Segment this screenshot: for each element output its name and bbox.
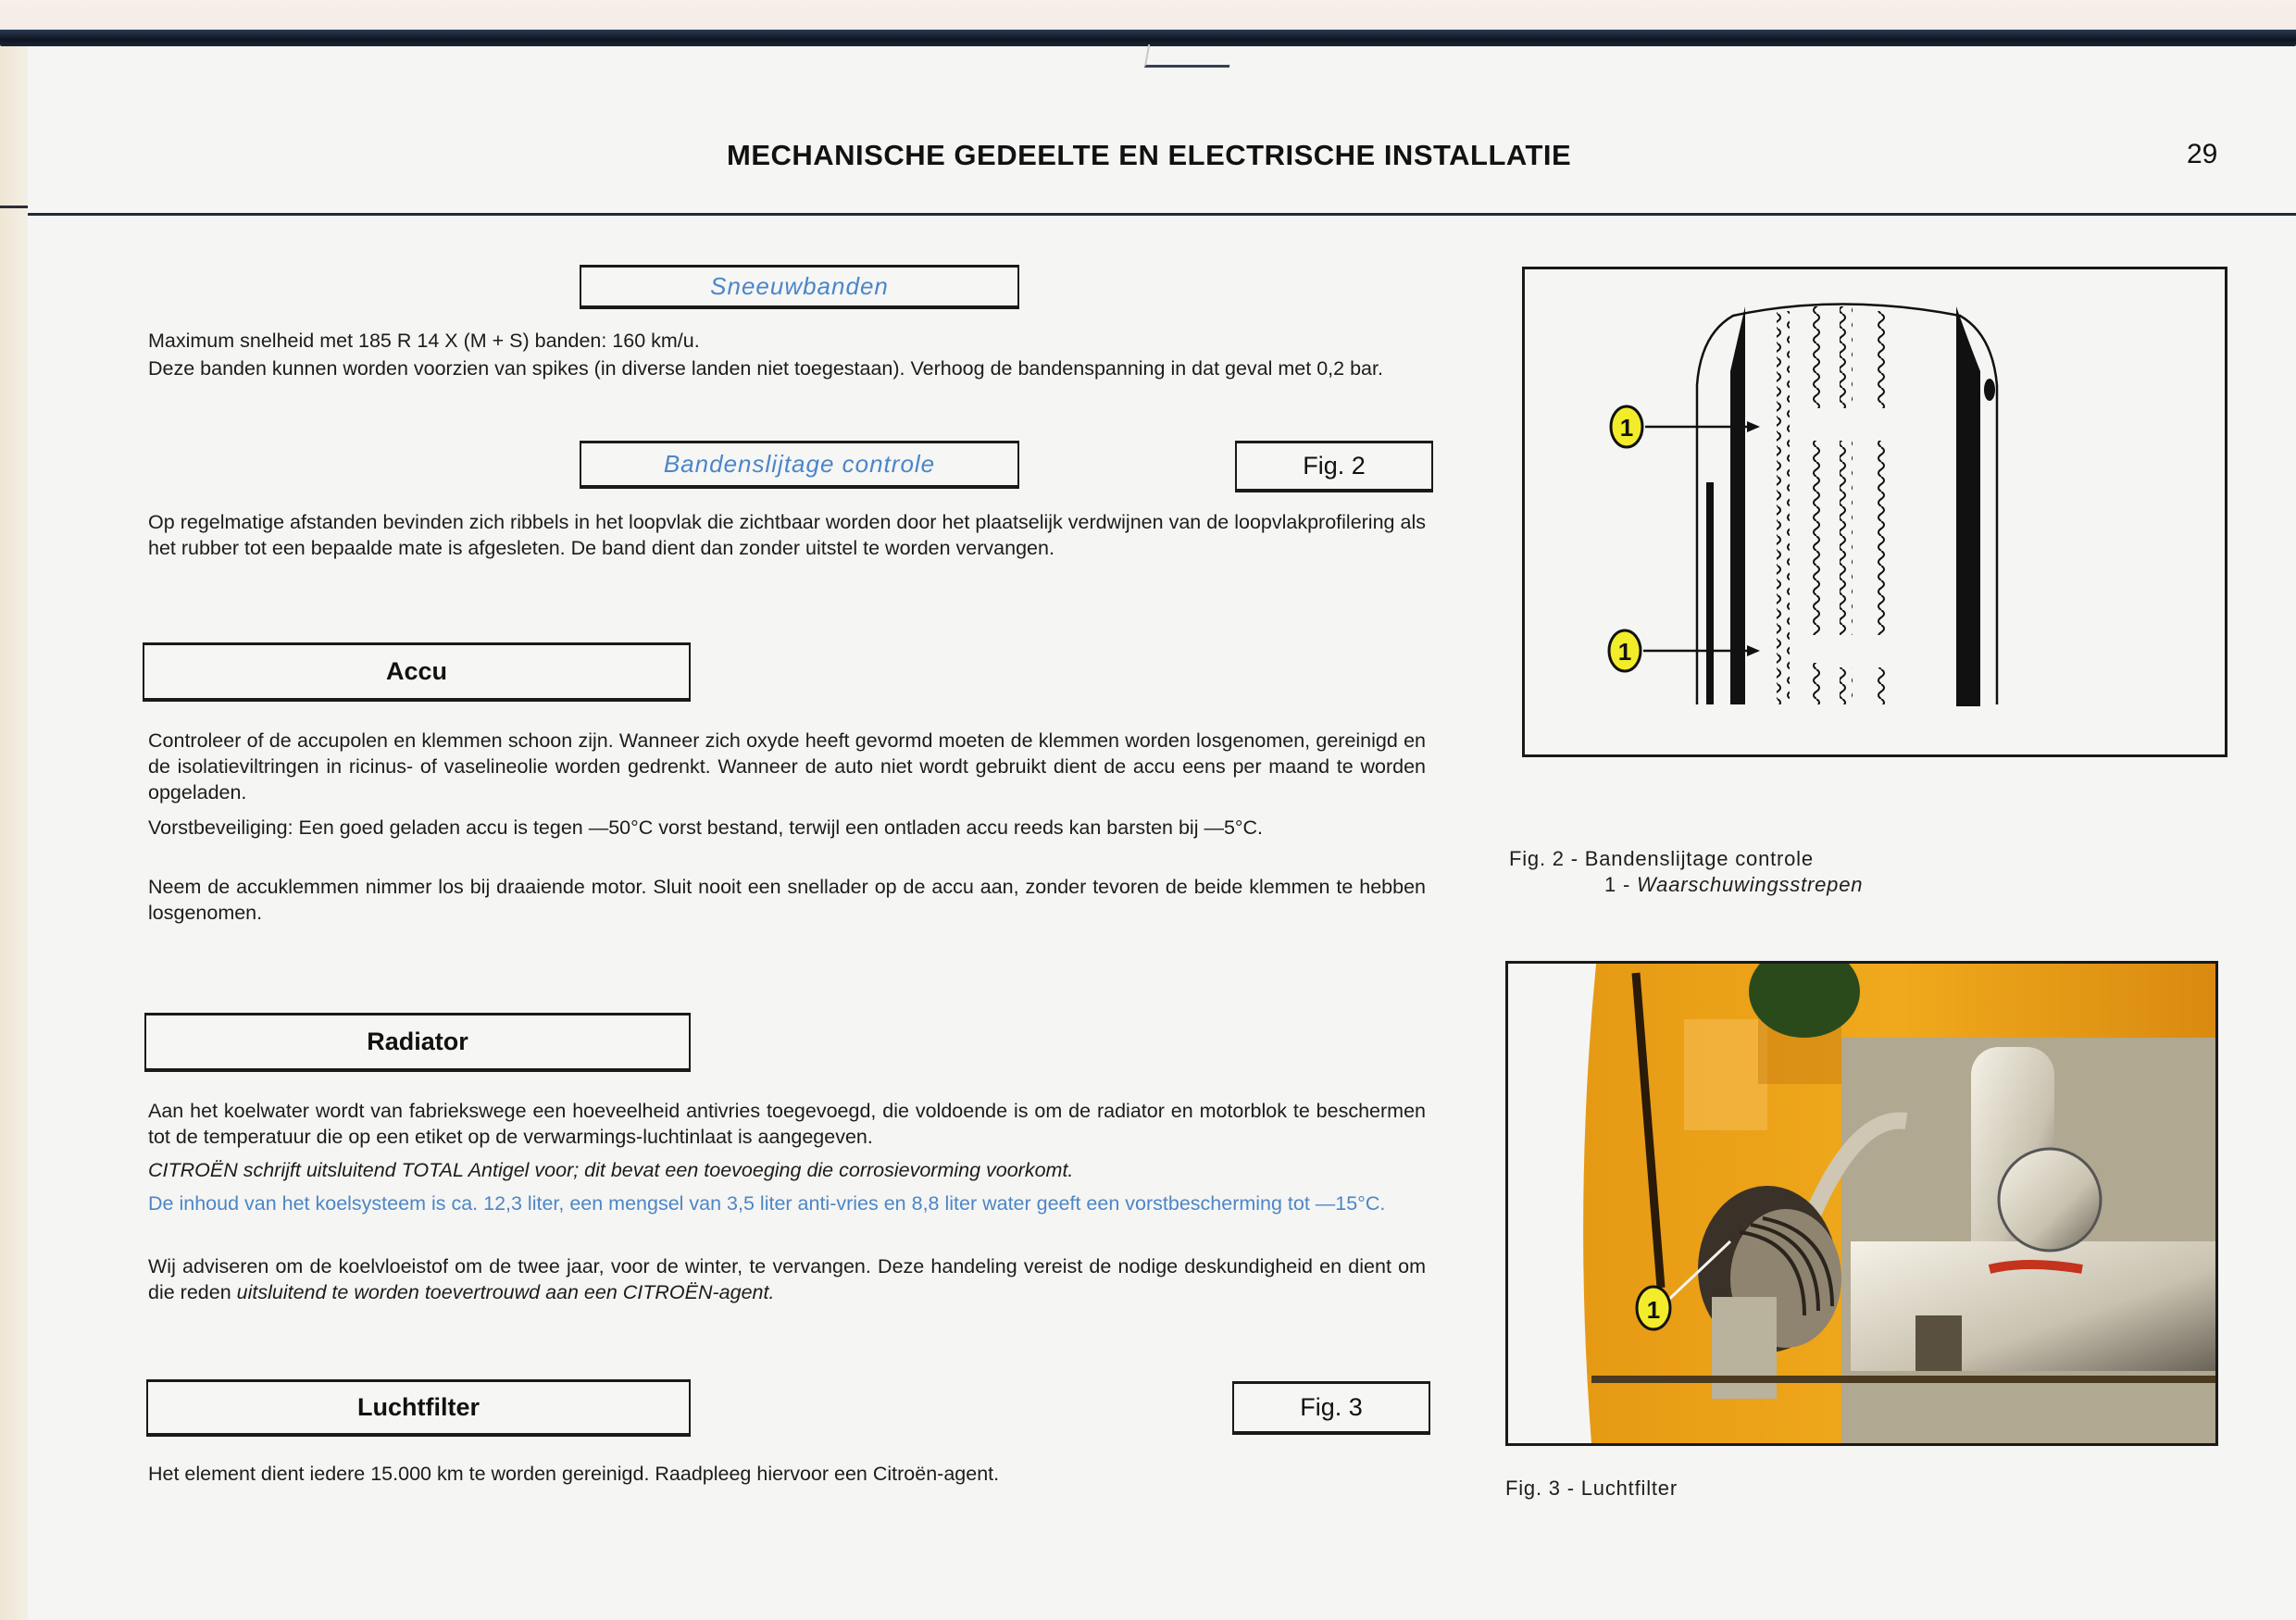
fig-2-caption — [1509, 846, 1814, 872]
paragraph-radiator-antifreeze: Aan het koelwater wordt van fabriekswege een hoeveelheid antivries toegevoegd, die voldoende is om de radiator en motorblok te beschermen tot de temperatuur die op een etiket op de verwarmings-luchtinlaat is aangegeven. — [148, 1100, 1426, 1148]
heading-text: Luchtfilter — [357, 1393, 480, 1421]
fig-3-engine-bay-photo — [1505, 961, 2218, 1446]
text-italic: uitsluitend te worden toevertrouwd aan een CITROËN-agent. — [236, 1281, 775, 1303]
text-normal: Wij adviseren om de koelvloeistof om de twee jaar, voor de winter, te vervangen. Deze handeling vereist de nodige deskundigheid en dient om die reden — [148, 1255, 1426, 1303]
legend-text: Waarschuwingsstrepen — [1637, 873, 1864, 896]
paragraph-airfilter: Het element dient iedere 15.000 km te worden gereinigd. Raadpleeg hiervoor een Citroën-agent. — [148, 1463, 1000, 1485]
fig-3-caption: Fig. 3 - Luchtfilter — [1505, 1477, 1678, 1500]
header-rule — [28, 213, 2296, 216]
fig-2-legend — [1604, 872, 1863, 898]
heading-text: Accu — [385, 657, 448, 685]
page-number: 29 — [2187, 139, 2218, 169]
caption-title: Bandenslijtage controle — [1584, 847, 1814, 870]
fig-ref-text: Fig. 3 — [1300, 1393, 1363, 1421]
fig-2-tire-diagram — [1522, 267, 2227, 757]
edge-mark — [0, 206, 28, 208]
section-heading-bandenslijtage — [580, 441, 1019, 489]
binding-notch — [1144, 44, 1233, 68]
paragraph-radiator-replace — [148, 1253, 1426, 1305]
tire-tread-illustration — [1525, 269, 2225, 754]
svg-text:1: 1 — [1617, 638, 1632, 666]
caption-label: Fig. 2 - — [1509, 847, 1578, 870]
paragraph-battery-frost: Vorstbeveiliging: Een goed geladen accu is tegen —50°C vorst bestand, terwijl een ontladen accu reeds kan barsten bij —5°C. — [148, 816, 1263, 839]
section-heading-radiator — [144, 1013, 691, 1072]
heading-text: Sneeuwbanden — [710, 272, 889, 300]
page-left-edge — [0, 46, 28, 1620]
paragraph-radiator-total: CITROËN schrijft uitsluitend TOTAL Antigel voor; dit bevat een toevoeging die corrosievorming voorkomt. — [148, 1159, 1074, 1181]
paragraph-battery-clamps: Neem de accuklemmen nimmer los bij draaiende motor. Sluit nooit een snellader op de accu aan, zonder tevoren de beide klemmen te hebben losgenomen. — [148, 876, 1426, 924]
fig-2-reference — [1235, 441, 1433, 492]
legend-number: 1 - — [1604, 873, 1631, 896]
paragraph-radiator-capacity: De inhoud van het koelsysteem is ca. 12,3 liter, een mengsel van 3,5 liter anti-vries en 8,8 liter water geeft een vorstbescherming tot —15°C. — [148, 1192, 1386, 1215]
paragraph-snow-spikes: Deze banden kunnen worden voorzien van spikes (in diverse landen niet toegestaan). Verhoog de bandenspanning in dat geval met 0,2 bar. — [148, 357, 1383, 380]
svg-text:1: 1 — [1619, 414, 1634, 442]
section-heading-sneeuwbanden — [580, 265, 1019, 309]
engine-bay-illustration — [1508, 964, 2215, 1443]
section-heading-luchtfilter — [146, 1379, 691, 1437]
paragraph-battery-clean: Controleer of de accupolen en klemmen schoon zijn. Wanneer zich oxyde heeft gevormd moeten de klemmen worden losgenomen, gereinigd en de isolatieviltringen in ricinus- of vaselineolie worden gedrenkt. Wanneer de auto niet wordt gebruikt dient de accu eens per maand te worden opgeladen. — [148, 729, 1426, 804]
fig-ref-text: Fig. 2 — [1303, 452, 1366, 480]
page-title: MECHANISCHE GEDEELTE EN ELECTRISCHE INSTALLATIE — [727, 139, 1572, 171]
svg-text:1: 1 — [1646, 1296, 1661, 1324]
paragraph-tire-wear: Op regelmatige afstanden bevinden zich ribbels in het loopvlak die zichtbaar worden door het plaatselijk verdwijnen van de loopvlakprofilering als het rubber tot een bepaalde mate is afgesleten. De band dient dan zonder uitstel te worden vervangen. — [148, 511, 1426, 559]
heading-text: Bandenslijtage controle — [663, 450, 936, 478]
heading-text: Radiator — [367, 1028, 468, 1055]
fig-3-reference — [1232, 1381, 1430, 1435]
section-heading-accu — [143, 642, 691, 702]
paragraph-snow-speed: Maximum snelheid met 185 R 14 X (M + S) banden: 160 km/u. — [148, 330, 700, 352]
